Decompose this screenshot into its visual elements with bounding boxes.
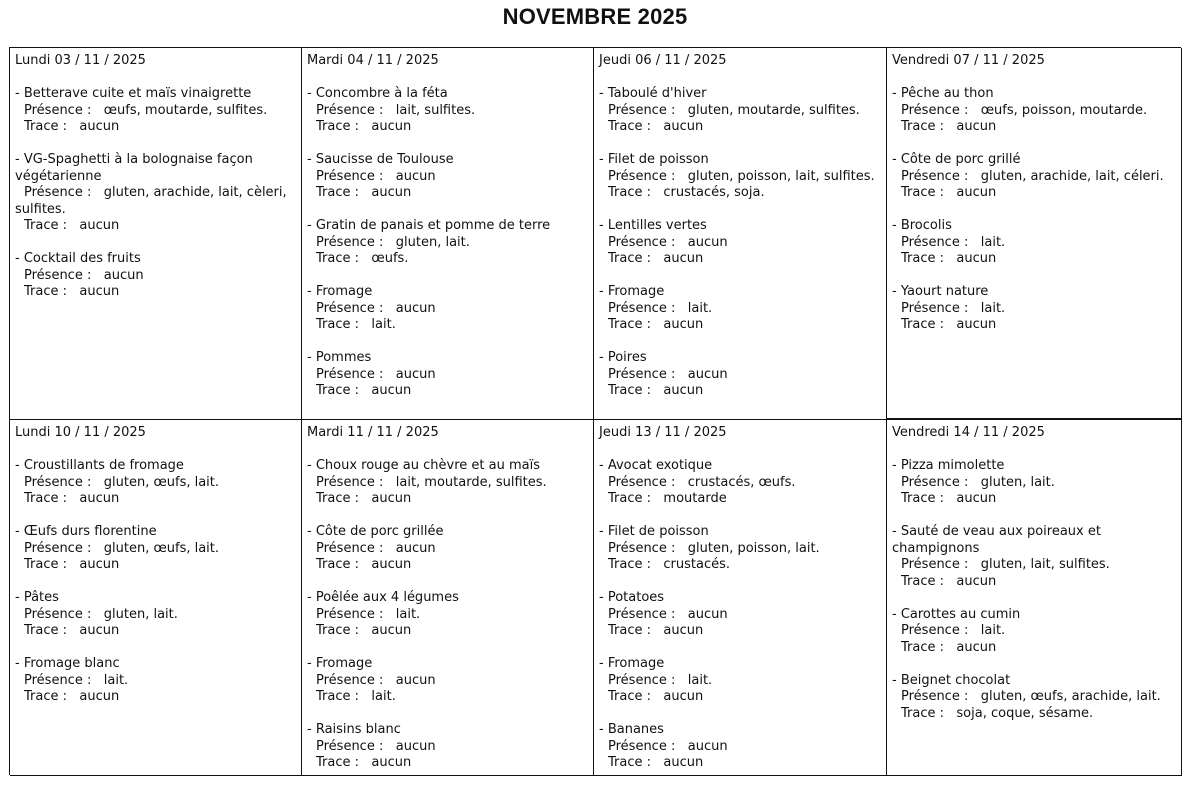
allergen-trace-value: aucun (956, 573, 997, 589)
presence-label: Présence : (608, 366, 676, 382)
dish-name: - Pâtes (15, 590, 59, 605)
trace-label: Trace : (24, 557, 67, 572)
dish-item (307, 350, 587, 400)
allergen-presence (307, 367, 587, 384)
allergen-presence (307, 301, 587, 318)
dish-name: - Poêlée aux 4 légumes (307, 590, 459, 605)
allergen-trace (599, 755, 880, 772)
trace-label: Trace : (24, 119, 67, 134)
day-date: Jeudi 13 / 11 / 2025 (599, 425, 727, 440)
allergen-presence-value: aucun (395, 672, 436, 688)
allergen-trace (892, 640, 1175, 657)
presence-label: Présence : (608, 300, 676, 316)
dish-item (307, 152, 587, 202)
dish-item (15, 656, 295, 706)
allergen-presence (892, 169, 1175, 186)
allergen-trace (599, 317, 880, 334)
allergen-presence (599, 541, 880, 558)
allergen-trace-value: aucun (663, 755, 704, 770)
allergen-presence-value: gluten, œufs, lait. (103, 540, 220, 556)
allergen-trace-value: aucun (371, 557, 412, 572)
allergen-presence-value: gluten, lait. (395, 234, 470, 250)
allergen-trace-value: aucun (79, 218, 120, 233)
presence-label: Présence : (901, 474, 969, 490)
trace-label: Trace : (901, 317, 944, 332)
dish-item (599, 86, 880, 136)
allergen-presence (15, 541, 295, 558)
day-date: Mardi 11 / 11 / 2025 (307, 425, 439, 440)
trace-label: Trace : (608, 557, 651, 572)
trace-label: Trace : (608, 689, 651, 704)
presence-label: Présence : (24, 474, 92, 490)
trace-label: Trace : (608, 317, 651, 332)
allergen-presence-value: lait. (980, 234, 1006, 250)
presence-label: Présence : (901, 234, 969, 250)
allergen-trace-value: soja, coque, sésame. (956, 705, 1094, 721)
allergen-trace (892, 317, 1175, 334)
allergen-presence-value: aucun (687, 606, 728, 622)
dish-item (307, 722, 587, 772)
allergen-presence-value: lait. (980, 623, 1006, 638)
dish-item (892, 284, 1175, 334)
allergen-trace (307, 119, 587, 136)
trace-label: Trace : (24, 218, 67, 233)
allergen-presence-value: aucun (395, 366, 436, 382)
allergen-presence-value: gluten, moutarde, sulfites. (687, 102, 860, 118)
trace-label: Trace : (316, 383, 359, 398)
presence-label: Présence : (901, 557, 969, 572)
menu-calendar-grid (9, 47, 1181, 775)
trace-label: Trace : (608, 491, 651, 506)
allergen-presence (599, 301, 880, 318)
allergen-presence-value: aucun (687, 234, 728, 250)
allergen-trace (599, 251, 880, 268)
presence-label: Présence : (24, 185, 92, 200)
trace-label: Trace : (316, 119, 359, 134)
dish-name: - Carottes au cumin (892, 606, 1021, 622)
allergen-trace (599, 623, 880, 640)
presence-label: Présence : (24, 540, 92, 556)
allergen-presence-value: aucun (395, 540, 436, 556)
allergen-trace-value: aucun (956, 639, 997, 655)
allergen-trace-value: crustacés. (663, 557, 731, 572)
dish-item (307, 524, 587, 574)
day-date: Lundi 10 / 11 / 2025 (15, 425, 146, 440)
dish-item (15, 590, 295, 640)
allergen-presence-value: lait. (687, 300, 713, 316)
dish-name: - Œufs durs florentine (15, 524, 157, 539)
dish-item (892, 86, 1175, 136)
allergen-presence (892, 689, 1175, 706)
allergen-presence (599, 103, 880, 120)
dish-item (15, 251, 295, 301)
allergen-presence-value: aucun (103, 267, 144, 283)
dish-name: - Lentilles vertes (599, 218, 707, 233)
trace-label: Trace : (316, 251, 359, 266)
allergen-trace (307, 557, 587, 574)
allergen-presence (892, 623, 1175, 640)
allergen-trace (15, 491, 295, 508)
allergen-trace (599, 383, 880, 400)
dish-name: - Saucisse de Toulouse (307, 152, 454, 167)
allergen-trace (307, 755, 587, 772)
day-cell (10, 48, 302, 420)
presence-label: Présence : (24, 606, 92, 622)
dish-name: - Yaourt nature (892, 284, 989, 299)
allergen-presence-value: gluten, arachide, lait, céleri. (980, 168, 1164, 184)
allergen-trace-value: lait. (371, 689, 396, 704)
allergen-presence (307, 673, 587, 690)
allergen-trace-value: aucun (371, 119, 412, 134)
allergen-presence-value: gluten, poisson, lait. (687, 540, 820, 556)
allergen-presence-value: gluten, œufs, arachide, lait. (980, 689, 1161, 704)
dish-item (892, 152, 1175, 202)
trace-label: Trace : (901, 491, 944, 506)
dish-item (307, 86, 587, 136)
allergen-presence-value: aucun (395, 738, 436, 754)
allergen-trace-value: aucun (371, 383, 412, 398)
presence-label: Présence : (608, 672, 676, 688)
trace-label: Trace : (901, 573, 944, 589)
allergen-presence (307, 475, 587, 492)
allergen-trace-value: aucun (956, 491, 997, 506)
presence-label: Présence : (608, 234, 676, 250)
trace-label: Trace : (901, 639, 944, 655)
dish-item (599, 152, 880, 202)
allergen-trace-value: crustacés, soja. (663, 185, 765, 200)
allergen-trace (307, 383, 587, 400)
presence-label: Présence : (316, 234, 384, 250)
allergen-trace (15, 119, 295, 136)
allergen-presence (307, 541, 587, 558)
presence-label: Présence : (316, 474, 384, 490)
dish-item (892, 218, 1175, 268)
presence-label: Présence : (316, 672, 384, 688)
dish-item (307, 656, 587, 706)
allergen-trace (307, 689, 587, 706)
allergen-trace (892, 185, 1175, 202)
allergen-trace-value: aucun (663, 689, 704, 704)
dish-name: - Fromage (307, 656, 373, 671)
dish-name: - Avocat exotique (599, 458, 713, 473)
allergen-trace (599, 119, 880, 136)
allergen-trace (892, 491, 1175, 508)
allergen-presence (15, 673, 295, 690)
presence-label: Présence : (316, 738, 384, 754)
allergen-presence (599, 739, 880, 756)
dish-item (599, 524, 880, 574)
day-date: Lundi 03 / 11 / 2025 (15, 53, 146, 68)
allergen-presence-value: œufs, moutarde, sulfites. (103, 102, 268, 118)
allergen-presence (15, 475, 295, 492)
trace-label: Trace : (316, 185, 359, 200)
allergen-presence (599, 235, 880, 252)
presence-label: Présence : (316, 366, 384, 382)
allergen-trace (892, 574, 1175, 591)
trace-label: Trace : (608, 119, 651, 134)
allergen-trace (15, 623, 295, 640)
dish-name: - Potatoes (599, 590, 665, 605)
allergen-trace-value: aucun (956, 251, 997, 266)
allergen-trace (15, 284, 295, 301)
dish-name: - Fromage blanc (15, 656, 120, 671)
presence-label: Présence : (608, 474, 676, 490)
allergen-trace-value: aucun (371, 185, 412, 200)
dish-name: - Sauté de veau aux poireaux et champignons (892, 524, 1101, 556)
allergen-trace-value: œufs. (371, 251, 409, 266)
presence-label: Présence : (24, 102, 92, 118)
presence-label: Présence : (608, 540, 676, 556)
presence-label: Présence : (316, 606, 384, 622)
trace-label: Trace : (608, 383, 651, 398)
allergen-presence-value: aucun (687, 366, 728, 382)
dish-item (892, 673, 1175, 723)
day-cell (887, 48, 1182, 420)
trace-label: Trace : (316, 755, 359, 770)
allergen-presence (15, 268, 295, 285)
presence-label: Présence : (316, 102, 384, 118)
allergen-presence (892, 235, 1175, 252)
allergen-presence-value: lait. (980, 300, 1006, 316)
dish-name: - Gratin de panais et pomme de terre (307, 218, 551, 233)
allergen-presence (892, 301, 1175, 318)
allergen-trace-value: aucun (79, 119, 120, 134)
presence-label: Présence : (901, 102, 969, 118)
dish-item (892, 458, 1175, 508)
allergen-trace (599, 557, 880, 574)
dish-item (892, 607, 1175, 657)
dish-name: - Betterave cuite et maïs vinaigrette (15, 86, 252, 101)
allergen-presence-value: lait. (103, 672, 129, 688)
dish-item (307, 284, 587, 334)
allergen-presence (307, 169, 587, 186)
trace-label: Trace : (608, 251, 651, 266)
trace-label: Trace : (901, 185, 944, 200)
allergen-presence-value: œufs, poisson, moutarde. (980, 102, 1148, 118)
dish-name: - Taboulé d'hiver (599, 86, 707, 101)
allergen-trace-value: aucun (79, 623, 120, 638)
dish-name: - Filet de poisson (599, 524, 709, 539)
dish-item (15, 86, 295, 136)
allergen-trace-value: aucun (956, 119, 997, 134)
allergen-trace (307, 491, 587, 508)
allergen-presence-value: gluten, lait, sulfites. (980, 557, 1110, 572)
allergen-trace (892, 251, 1175, 268)
allergen-presence-value: lait. (395, 606, 421, 622)
allergen-trace-value: lait. (371, 317, 396, 332)
dish-name: - Fromage (599, 656, 665, 671)
dish-name: - Pommes (307, 350, 372, 365)
allergen-presence-value: aucun (395, 300, 436, 316)
allergen-presence-value: gluten, lait. (980, 474, 1055, 490)
allergen-trace-value: aucun (663, 623, 704, 638)
presence-label: Présence : (608, 168, 676, 184)
dish-name: - Pêche au thon (892, 86, 994, 101)
allergen-trace-value: aucun (79, 557, 120, 572)
allergen-trace-value: aucun (663, 383, 704, 398)
trace-label: Trace : (24, 491, 67, 506)
trace-label: Trace : (316, 623, 359, 638)
dish-item (599, 218, 880, 268)
dish-item (307, 590, 587, 640)
allergen-trace (15, 689, 295, 706)
trace-label: Trace : (24, 623, 67, 638)
dish-name: - Poires (599, 350, 647, 365)
allergen-trace-value: aucun (371, 755, 412, 770)
allergen-trace (15, 218, 295, 235)
dish-item (599, 458, 880, 508)
day-date: Mardi 04 / 11 / 2025 (307, 53, 439, 68)
trace-label: Trace : (316, 689, 359, 704)
allergen-trace (307, 317, 587, 334)
allergen-trace (892, 706, 1175, 723)
dish-item (892, 524, 1175, 590)
allergen-presence (892, 475, 1175, 492)
presence-label: Présence : (316, 168, 384, 184)
trace-label: Trace : (608, 185, 651, 200)
day-cell (10, 420, 302, 776)
trace-label: Trace : (901, 251, 944, 266)
presence-label: Présence : (24, 672, 92, 688)
dish-name: - Choux rouge au chèvre et au maïs (307, 458, 540, 473)
dish-item (599, 284, 880, 334)
allergen-presence (15, 103, 295, 120)
allergen-trace (599, 689, 880, 706)
allergen-presence (599, 169, 880, 186)
dish-item (15, 152, 295, 235)
dish-name: - Cocktail des fruits (15, 251, 141, 266)
presence-label: Présence : (608, 606, 676, 622)
dish-name: - Beignet chocolat (892, 672, 1011, 688)
presence-label: Présence : (901, 689, 969, 704)
presence-label: Présence : (901, 168, 969, 184)
presence-label: Présence : (901, 300, 969, 316)
trace-label: Trace : (316, 317, 359, 332)
allergen-presence (892, 557, 1175, 574)
dish-name: - Filet de poisson (599, 152, 709, 167)
allergen-presence (15, 185, 295, 218)
allergen-presence (599, 367, 880, 384)
allergen-presence-value: gluten, arachide, lait, cèleri, sulfites. (15, 185, 291, 217)
allergen-trace-value: aucun (663, 119, 704, 134)
dish-name: - Croustillants de fromage (15, 458, 184, 473)
presence-label: Présence : (316, 540, 384, 556)
dish-name: - Fromage (599, 284, 665, 299)
dish-name: - Concombre à la féta (307, 86, 448, 101)
allergen-presence-value: gluten, lait. (103, 606, 178, 622)
allergen-trace-value: aucun (956, 317, 997, 332)
trace-label: Trace : (608, 623, 651, 638)
allergen-presence (892, 103, 1175, 120)
allergen-presence-value: gluten, poisson, lait, sulfites. (687, 168, 875, 184)
day-cell (302, 420, 594, 776)
trace-label: Trace : (316, 557, 359, 572)
dish-item (15, 458, 295, 508)
allergen-presence (307, 739, 587, 756)
allergen-trace (307, 623, 587, 640)
allergen-trace (307, 185, 587, 202)
allergen-trace-value: aucun (371, 623, 412, 638)
trace-label: Trace : (316, 491, 359, 506)
day-date: Jeudi 06 / 11 / 2025 (599, 53, 727, 68)
dish-name: - Brocolis (892, 218, 952, 233)
allergen-trace-value: aucun (79, 689, 120, 704)
allergen-trace (307, 251, 587, 268)
allergen-trace (15, 557, 295, 574)
day-cell (887, 420, 1182, 776)
allergen-trace-value: aucun (956, 185, 997, 200)
allergen-trace-value: aucun (79, 284, 120, 299)
trace-label: Trace : (608, 755, 651, 770)
trace-label: Trace : (24, 284, 67, 299)
allergen-presence-value: aucun (395, 168, 436, 184)
day-cell (302, 48, 594, 420)
allergen-presence-value: crustacés, œufs. (687, 474, 796, 490)
trace-label: Trace : (24, 689, 67, 704)
allergen-presence (307, 607, 587, 624)
page-title: NOVEMBRE 2025 (502, 4, 688, 29)
dish-item (307, 218, 587, 268)
allergen-trace-value: moutarde (663, 491, 727, 506)
dish-item (307, 458, 587, 508)
dish-name: - Raisins blanc (307, 722, 401, 737)
allergen-presence-value: lait, moutarde, sulfites. (395, 474, 547, 490)
allergen-trace (599, 185, 880, 202)
allergen-presence (307, 235, 587, 252)
trace-label: Trace : (901, 119, 944, 134)
dish-name: - VG-Spaghetti à la bolognaise façon végétarienne (15, 152, 253, 184)
dish-item (599, 350, 880, 400)
allergen-presence-value: lait. (687, 672, 713, 688)
dish-item (599, 722, 880, 772)
dish-name: - Côte de porc grillé (892, 152, 1021, 167)
day-date: Vendredi 14 / 11 / 2025 (892, 425, 1045, 440)
allergen-presence (599, 673, 880, 690)
trace-label: Trace : (901, 705, 944, 721)
presence-label: Présence : (24, 267, 92, 283)
allergen-presence (307, 103, 587, 120)
allergen-trace-value: aucun (663, 251, 704, 266)
presence-label: Présence : (608, 102, 676, 118)
dish-name: - Bananes (599, 722, 664, 737)
presence-label: Présence : (316, 300, 384, 316)
presence-label: Présence : (608, 738, 676, 754)
allergen-presence-value: lait, sulfites. (395, 102, 476, 118)
dish-item (599, 656, 880, 706)
allergen-presence-value: gluten, œufs, lait. (103, 474, 220, 490)
allergen-presence (599, 475, 880, 492)
allergen-presence (15, 607, 295, 624)
allergen-presence (599, 607, 880, 624)
allergen-trace-value: aucun (663, 317, 704, 332)
allergen-trace (599, 491, 880, 508)
allergen-trace (892, 119, 1175, 136)
dish-item (599, 590, 880, 640)
dish-item (15, 524, 295, 574)
day-cell (594, 48, 887, 420)
day-cell (594, 420, 887, 776)
day-date: Vendredi 07 / 11 / 2025 (892, 53, 1045, 68)
allergen-trace-value: aucun (371, 491, 412, 506)
allergen-trace-value: aucun (79, 491, 120, 506)
allergen-presence-value: aucun (687, 738, 728, 754)
dish-name: - Pizza mimolette (892, 458, 1005, 473)
dish-name: - Fromage (307, 284, 373, 299)
presence-label: Présence : (901, 623, 969, 638)
dish-name: - Côte de porc grillée (307, 524, 444, 539)
